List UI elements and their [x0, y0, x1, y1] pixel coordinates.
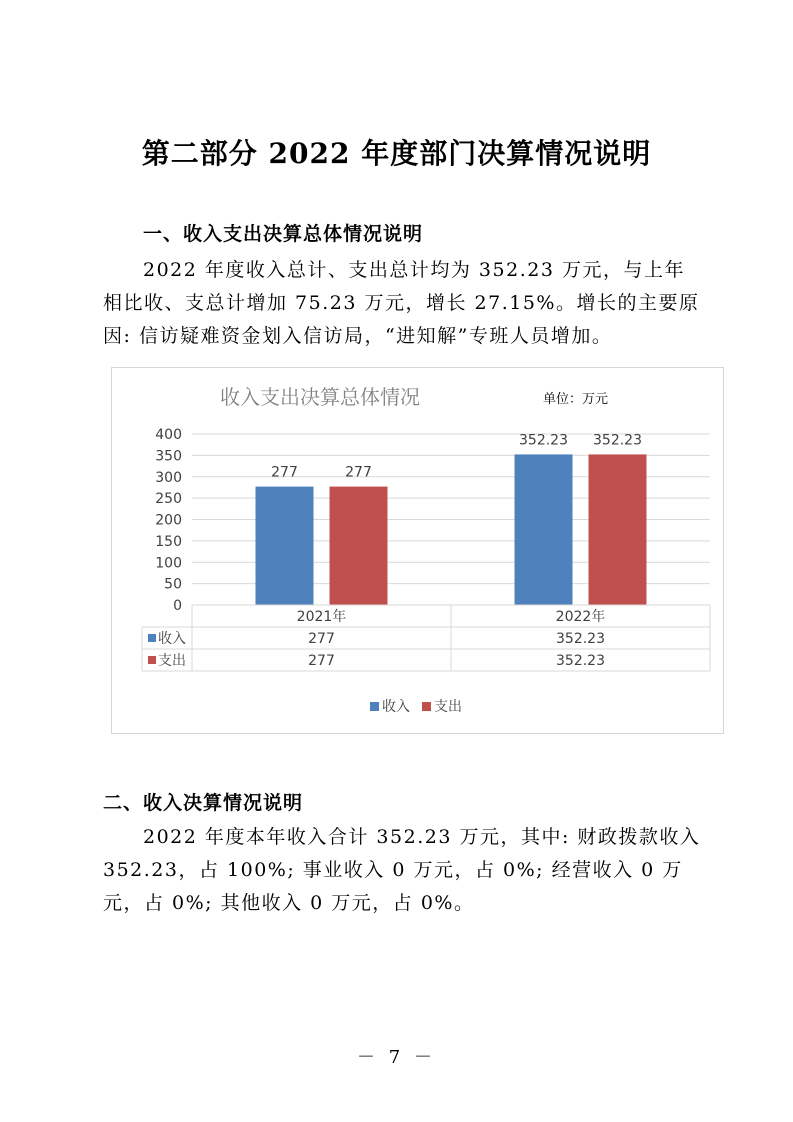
y-tick-label: 50: [164, 576, 182, 593]
income-expense-chart: [111, 367, 724, 734]
table-cell: 352.23: [556, 653, 605, 669]
table-series-label: 支出: [158, 653, 186, 669]
y-tick-label: 150: [155, 533, 182, 550]
table-cell: 277: [308, 653, 335, 669]
y-tick-label: 250: [155, 491, 182, 508]
x-category-label: 2021年: [296, 609, 347, 625]
bar-收入-2022年: [515, 454, 573, 605]
bar-data-label: 277: [345, 464, 372, 481]
table-cell: 352.23: [556, 631, 605, 647]
y-tick-label: 400: [155, 427, 182, 443]
legend-label: 支出: [434, 699, 462, 715]
y-tick-label: 350: [155, 448, 182, 465]
chart-title: 收入支出决算总体情况: [220, 385, 420, 409]
section-1-paragraph: 2022 年度收入总计、支出总计均为 352.23 万元，与上年相比收、支总计增加 75.23 万元，增长 27.15%。增长的主要原因: 信访疑难资金划入信访局，“进知解”专班人员增加。: [103, 259, 700, 347]
section-1-heading: 一、收入支出决算总体情况说明: [143, 223, 424, 245]
table-legend-key-支出: [148, 656, 156, 664]
y-tick-label: 0: [173, 598, 182, 614]
bar-收入-2021年: [256, 487, 314, 605]
section-2-paragraph: 2022 年度本年收入合计 352.23 万元，其中: 财政拨款收入 352.23，占 100%; 事业收入 0 万元，占 0%; 经营收入 0 万元，占 0%; 其他收入 0 万元，占 0%。: [103, 826, 701, 914]
page-number: － 7 －: [357, 1047, 436, 1068]
bar-data-label: 352.23: [593, 432, 642, 449]
bar-data-label: 277: [271, 464, 298, 481]
bar-支出-2021年: [330, 487, 388, 605]
y-tick-label: 200: [155, 512, 182, 529]
bar-data-label: 352.23: [519, 432, 568, 449]
legend-label: 收入: [382, 699, 410, 715]
table-series-label: 收入: [158, 631, 186, 647]
chart-svg: [112, 368, 725, 735]
table-legend-key-收入: [148, 634, 156, 642]
y-tick-label: 100: [155, 555, 182, 572]
legend-key-收入: [370, 702, 379, 711]
chart-subtitle: 单位：万元: [543, 392, 609, 407]
section-2-heading: 二、收入决算情况说明: [103, 792, 304, 814]
page-title: 第二部分 2022 年度部门决算情况说明: [141, 137, 652, 170]
x-category-label: 2022年: [555, 609, 606, 625]
y-tick-label: 300: [155, 469, 182, 486]
table-cell: 277: [308, 631, 335, 647]
legend-key-支出: [422, 702, 431, 711]
bar-支出-2022年: [589, 454, 647, 605]
